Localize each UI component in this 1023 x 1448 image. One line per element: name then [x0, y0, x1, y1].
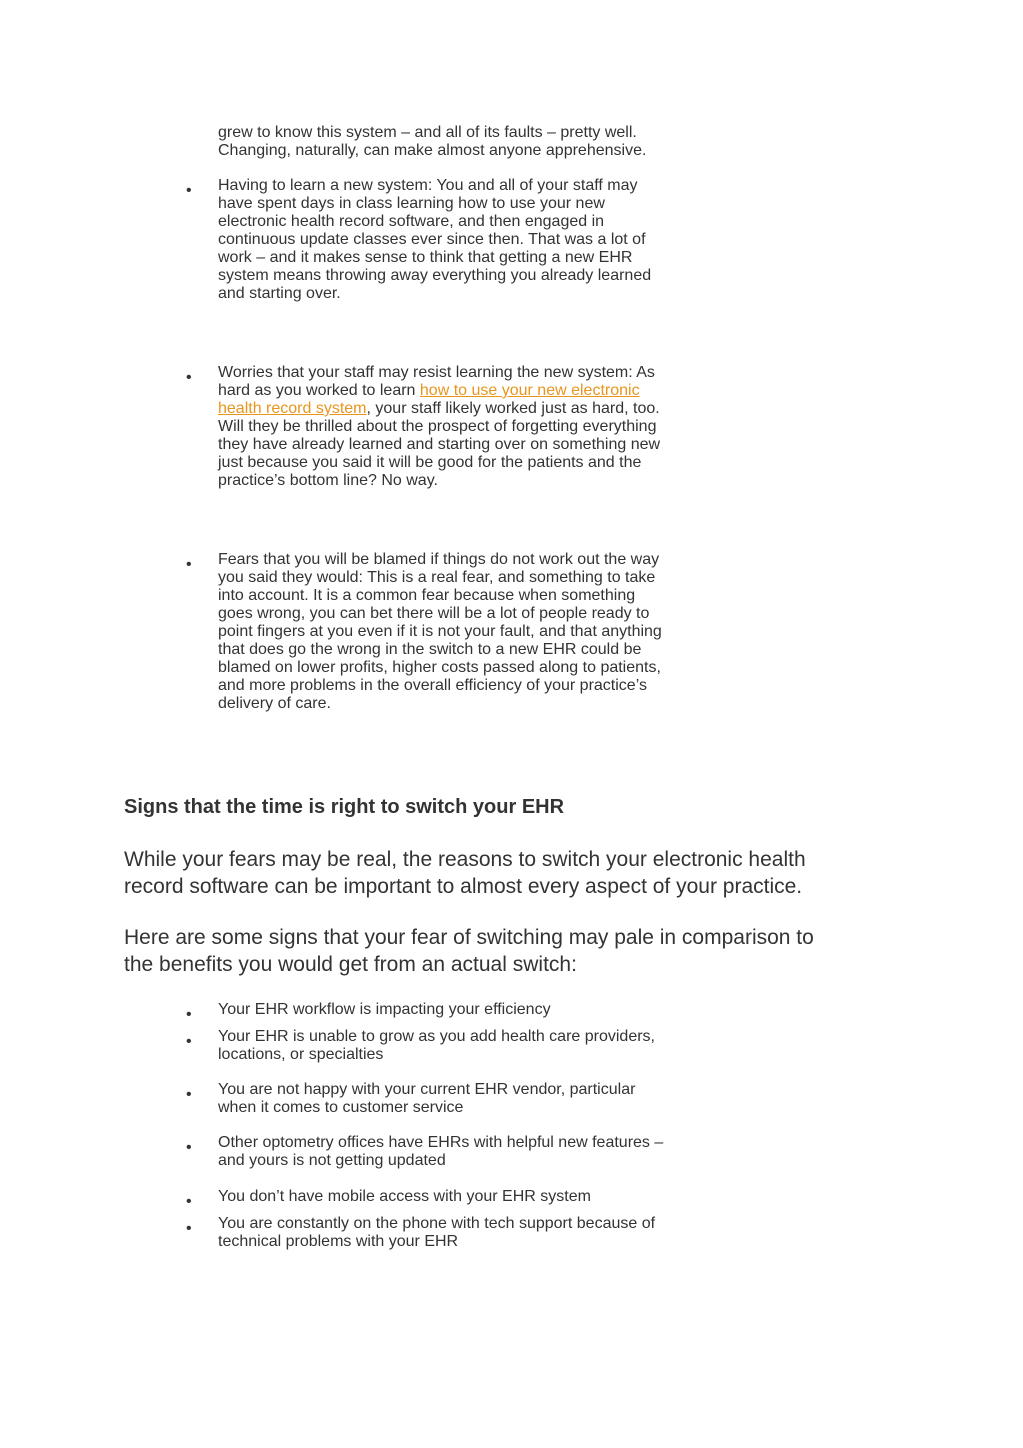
list-item-sign	[218, 1188, 898, 1206]
text-line: You don’t have mobile access with your EHR system	[218, 1188, 591, 1205]
list-item-fear-blame	[218, 551, 898, 713]
bullet-icon: •	[186, 1086, 192, 1103]
ehr-system-link-continued[interactable]: health record system	[218, 400, 367, 417]
text-line: You are constantly on the phone with tech support because of	[218, 1215, 656, 1232]
paragraph-fears-real	[124, 847, 904, 900]
text-line	[218, 382, 898, 400]
list-item-fear-learning	[218, 177, 898, 303]
text-line: locations, or specialties	[218, 1046, 384, 1063]
text-fragment: , your staff likely worked just as hard, too.	[366, 400, 660, 417]
text-line: record software can be important to almost every aspect of your practice.	[124, 874, 803, 898]
bullet-icon: •	[186, 1193, 192, 1210]
ehr-system-link[interactable]: how to use your new electronic	[419, 382, 640, 399]
text-line: when it comes to customer service	[218, 1099, 464, 1116]
text-line: grew to know this system – and all of its faults – pretty well.	[218, 124, 637, 141]
text-line: technical problems with your EHR	[218, 1233, 459, 1250]
list-item-sign	[218, 1081, 898, 1117]
text-line: blamed on lower profits, higher costs passed along to patients,	[218, 659, 661, 676]
bullet-icon: •	[186, 1033, 192, 1050]
text-line: that does go the wrong in the switch to a new EHR could be	[218, 641, 642, 658]
text-line: Will they be thrilled about the prospect of forgetting everything	[218, 418, 657, 435]
text-line: and more problems in the overall efficiency of your practice’s	[218, 677, 647, 694]
text-line	[218, 400, 898, 418]
list-item-sign	[218, 1215, 898, 1251]
bullet-icon: •	[186, 556, 192, 573]
list-item-sign	[218, 1028, 898, 1064]
text-line: work – and it makes sense to think that getting a new EHR	[218, 249, 633, 266]
text-line: Worries that your staff may resist learning the new system: As	[218, 364, 655, 381]
text-line: goes wrong, you can bet there will be a lot of people ready to	[218, 605, 650, 622]
text-line: you said they would: This is a real fear, and something to take	[218, 569, 656, 586]
text-line: Your EHR is unable to grow as you add health care providers,	[218, 1028, 655, 1045]
text-line: they have already learned and starting over on something new	[218, 436, 661, 453]
text-line: Here are some signs that your fear of switching may pale in comparison to	[124, 926, 814, 949]
bullet-icon: •	[186, 1006, 192, 1023]
text-line: and starting over.	[218, 285, 341, 302]
text-line: Changing, naturally, can make almost anyone apprehensive.	[218, 142, 647, 159]
text-line: You are not happy with your current EHR vendor, particular	[218, 1081, 636, 1098]
section-heading: Signs that the time is right to switch your EHR	[124, 796, 565, 818]
text-line: Fears that you will be blamed if things do not work out the way	[218, 551, 660, 568]
text-line: the benefits you would get from an actual switch:	[124, 952, 577, 976]
text-line: point fingers at you even if it is not your fault, and that anything	[218, 623, 662, 640]
text-line: Having to learn a new system: You and all of your staff may	[218, 177, 638, 194]
text-line: Your EHR workflow is impacting your efficiency	[218, 1001, 551, 1018]
text-line: continuous update classes ever since then. That was a lot of	[218, 231, 646, 248]
text-line: and yours is not getting updated	[218, 1152, 446, 1169]
text-line: system means throwing away everything you already learned	[218, 267, 652, 284]
bullet-icon: •	[186, 182, 192, 199]
text-line: electronic health record software, and then engaged in	[218, 213, 605, 230]
text-line: Other optometry offices have EHRs with helpful new features –	[218, 1134, 664, 1151]
paragraph-signs-intro	[124, 925, 904, 978]
text-line: just because you said it will be good for the patients and the	[218, 454, 642, 471]
list-item-continuation	[218, 124, 898, 160]
text-line: delivery of care.	[218, 695, 331, 712]
text-line: into account. It is a common fear because when something	[218, 587, 636, 604]
text-line: have spent days in class learning how to use your new	[218, 195, 605, 212]
bullet-icon: •	[186, 1220, 192, 1237]
text-line: While your fears may be real, the reasons to switch your electronic health	[124, 848, 806, 871]
list-item-sign	[218, 1134, 898, 1170]
bullet-icon: •	[186, 369, 192, 386]
list-item-fear-staff	[218, 364, 898, 490]
text-line: practice’s bottom line? No way.	[218, 472, 438, 489]
text-fragment: hard as you worked to learn	[218, 382, 420, 399]
list-item-sign	[218, 1001, 898, 1019]
bullet-icon: •	[186, 1139, 192, 1156]
